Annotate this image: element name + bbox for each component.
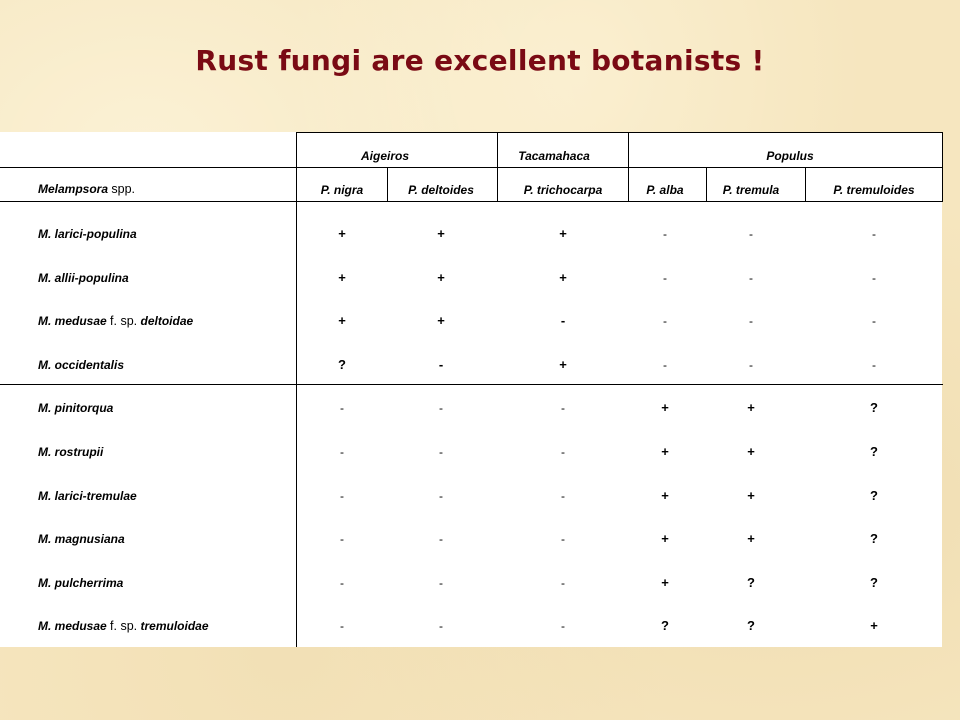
minus-mark: - bbox=[872, 358, 876, 372]
plus-mark: + bbox=[661, 488, 669, 503]
question-mark: ? bbox=[870, 400, 878, 415]
minus-mark: - bbox=[340, 445, 344, 459]
minus-mark: - bbox=[439, 532, 443, 546]
minus-mark: - bbox=[872, 227, 876, 241]
table-grid-line bbox=[296, 132, 943, 133]
row-species-name: M. occidentalis bbox=[38, 358, 125, 372]
minus-mark: - bbox=[872, 314, 876, 328]
slide-title: Rust fungi are excellent botanists ! bbox=[195, 44, 765, 77]
minus-mark: - bbox=[340, 489, 344, 503]
minus-mark: - bbox=[749, 271, 753, 285]
minus-mark: - bbox=[872, 271, 876, 285]
minus-mark: - bbox=[340, 532, 344, 546]
plus-mark: + bbox=[661, 444, 669, 459]
plus-mark: + bbox=[661, 531, 669, 546]
question-mark: ? bbox=[870, 444, 878, 459]
minus-mark: - bbox=[561, 619, 565, 633]
group-header-aigeiros: Aigeiros bbox=[360, 149, 410, 163]
row-species-name: M. magnusiana bbox=[38, 532, 125, 546]
row-species-name bbox=[38, 619, 209, 633]
plus-mark: + bbox=[661, 400, 669, 415]
minus-mark: - bbox=[340, 576, 344, 590]
minus-mark: - bbox=[561, 401, 565, 415]
question-mark: ? bbox=[747, 618, 755, 633]
minus-mark: - bbox=[340, 619, 344, 633]
plus-mark: + bbox=[559, 357, 567, 372]
minus-mark: - bbox=[340, 401, 344, 415]
row-species-name: M. rostrupii bbox=[38, 445, 104, 459]
question-mark: ? bbox=[661, 618, 669, 633]
row-species-name: M. allii-populina bbox=[38, 271, 129, 285]
species-header: P. trichocarpa bbox=[523, 183, 603, 197]
species-header: P. tremuloides bbox=[833, 183, 915, 197]
minus-mark: - bbox=[439, 401, 443, 415]
table-grid-line bbox=[805, 167, 806, 201]
plus-mark: + bbox=[661, 575, 669, 590]
row-species-name: M. pulcherrima bbox=[38, 576, 124, 590]
plus-mark: + bbox=[747, 400, 755, 415]
row-species-name: M. larici-populina bbox=[38, 227, 137, 241]
plus-mark: + bbox=[870, 618, 878, 633]
table-grid-line bbox=[0, 167, 943, 168]
genus-suffix: spp. bbox=[111, 182, 136, 196]
plus-mark: + bbox=[338, 270, 346, 285]
table-grid-line bbox=[296, 132, 297, 647]
genus-header bbox=[38, 182, 135, 196]
table-grid-line bbox=[0, 384, 943, 385]
plus-mark: + bbox=[437, 270, 445, 285]
species-header: P. tremula bbox=[722, 183, 780, 197]
minus-mark: - bbox=[438, 357, 444, 372]
question-mark: ? bbox=[747, 575, 755, 590]
row-name-genus-species: M. medusae bbox=[38, 314, 107, 328]
row-name-genus-species: M. medusae bbox=[38, 619, 107, 633]
minus-mark: - bbox=[561, 532, 565, 546]
plus-mark: + bbox=[747, 488, 755, 503]
question-mark: ? bbox=[870, 488, 878, 503]
table-grid-line bbox=[0, 201, 943, 202]
plus-mark: + bbox=[559, 270, 567, 285]
species-header: P. deltoides bbox=[408, 183, 474, 197]
question-mark: ? bbox=[870, 575, 878, 590]
minus-mark: - bbox=[561, 576, 565, 590]
minus-mark: - bbox=[663, 358, 667, 372]
species-header: P. nigra bbox=[320, 183, 364, 197]
minus-mark: - bbox=[663, 271, 667, 285]
species-header: P. alba bbox=[646, 183, 684, 197]
plus-mark: + bbox=[559, 226, 567, 241]
group-header-populus: Populus bbox=[766, 149, 814, 163]
minus-mark: - bbox=[439, 576, 443, 590]
plus-mark: + bbox=[747, 444, 755, 459]
minus-mark: - bbox=[663, 227, 667, 241]
table-grid-line bbox=[706, 167, 707, 201]
minus-mark: - bbox=[561, 445, 565, 459]
table-grid-line bbox=[387, 167, 388, 201]
plus-mark: + bbox=[437, 226, 445, 241]
row-name-host-form: tremuloidae bbox=[140, 619, 209, 633]
genus-name: Melampsora bbox=[38, 182, 109, 196]
plus-mark: + bbox=[338, 313, 346, 328]
plus-mark: + bbox=[338, 226, 346, 241]
row-species-name bbox=[38, 314, 193, 328]
group-header-tacamahaca: Tacamahaca bbox=[518, 149, 590, 163]
plus-mark: + bbox=[437, 313, 445, 328]
row-species-name: M. larici-tremulae bbox=[38, 489, 137, 503]
row-name-forma-specialis: f. sp. bbox=[110, 314, 138, 328]
minus-mark: - bbox=[439, 489, 443, 503]
minus-mark: - bbox=[439, 445, 443, 459]
minus-mark: - bbox=[663, 314, 667, 328]
row-name-host-form: deltoidae bbox=[140, 314, 194, 328]
minus-mark: - bbox=[749, 227, 753, 241]
minus-mark: - bbox=[749, 358, 753, 372]
minus-mark: - bbox=[560, 313, 566, 328]
question-mark: ? bbox=[870, 531, 878, 546]
row-name-forma-specialis: f. sp. bbox=[110, 619, 138, 633]
minus-mark: - bbox=[439, 619, 443, 633]
row-species-name: M. pinitorqua bbox=[38, 401, 114, 415]
host-specificity-table bbox=[0, 132, 942, 647]
question-mark: ? bbox=[338, 357, 346, 372]
minus-mark: - bbox=[749, 314, 753, 328]
plus-mark: + bbox=[747, 531, 755, 546]
minus-mark: - bbox=[561, 489, 565, 503]
